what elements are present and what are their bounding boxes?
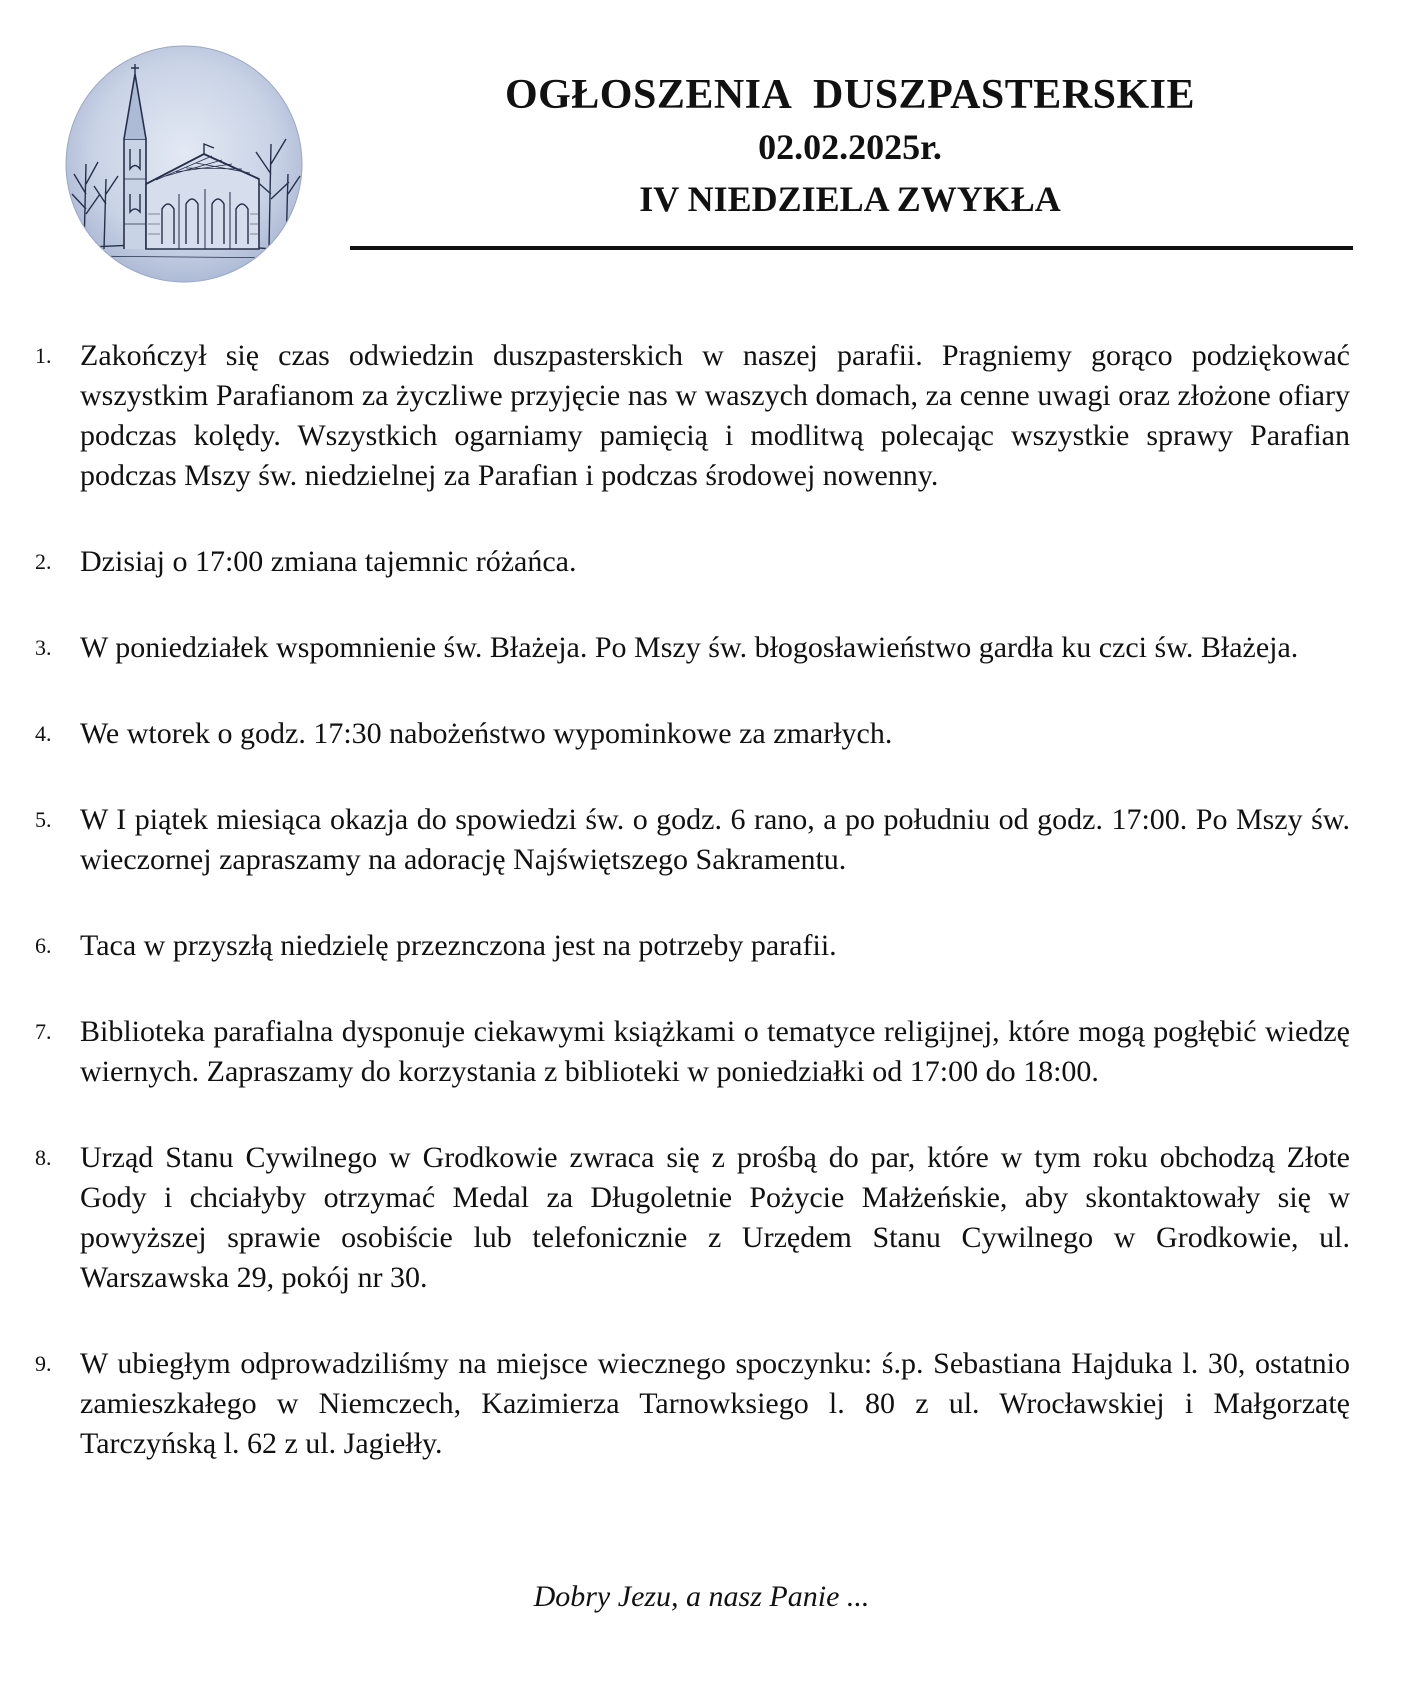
announcement-item xyxy=(28,800,1350,880)
announcement-date: 02.02.2025r. xyxy=(758,127,942,167)
announcement-item xyxy=(28,714,1350,754)
announcement-number: 4. xyxy=(35,721,52,746)
header-divider xyxy=(350,246,1353,250)
announcement-text: W poniedziałek wspomnienie św. Błażeja. Po Mszy św. błogosławieństwo gardła ku czci św. Błażeja. xyxy=(80,631,1299,664)
announcement-number: 8. xyxy=(35,1145,52,1170)
announcement-text: Dzisiaj o 17:00 zmiana tajemnic różańca. xyxy=(80,545,577,578)
announcement-number: 1. xyxy=(35,343,52,368)
announcements-list xyxy=(28,336,1350,1510)
announcement-text: Urząd Stanu Cywilnego w Grodkowie zwraca się z prośbą do par, które w tym roku obchodzą Złote Gody i chciałyby otrzymać Medal za Długoletnie Pożycie Małżeńskie, aby skontaktowały się w powyższej sprawie osobiście lub telefonicznie z Urzędem Stanu Cywilnego w Grodkowie, ul. Warszawska 29, pokój nr 30. xyxy=(80,1141,1350,1294)
announcement-item xyxy=(28,336,1350,496)
announcement-item xyxy=(28,542,1350,582)
announcement-number: 3. xyxy=(35,635,52,660)
announcement-text: W ubiegłym odprowadziliśmy na miejsce wiecznego spoczynku: ś.p. Sebastiana Hajduka l. 30, ostatnio zamieszkałego w Niemczech, Kazimierza Tarnowksiego l. 80 z ul. Wrocławskiej i Małgorzatę Tarczyńską l. 62 z ul. Jagiełły. xyxy=(80,1347,1350,1460)
announcement-item xyxy=(28,1344,1350,1464)
church-drawing-icon xyxy=(64,44,304,284)
announcement-text: Biblioteka parafialna dysponuje ciekawymi książkami o tematyce religijnej, które mogą pogłębić wiedzę wiernych. Zapraszamy do korzystania z biblioteki w poniedziałki od 17:00 do 18:00. xyxy=(80,1015,1350,1088)
announcement-number: 9. xyxy=(35,1351,52,1376)
announcement-number: 7. xyxy=(35,1019,52,1044)
announcement-item xyxy=(28,1138,1350,1298)
announcement-text: W I piątek miesiąca okazja do spowiedzi św. o godz. 6 rano, a po południu od godz. 17:00. Po Mszy św. wieczornej zapraszamy na adorację Najświętszego Sakramentu. xyxy=(80,803,1350,876)
announcement-item xyxy=(28,926,1350,966)
announcement-text: Zakończył się czas odwiedzin duszpasterskich w naszej parafii. Pragniemy gorąco podziękować wszystkim Parafianom za życzliwe przyjęcie nas w waszych domach, za cenne uwagi oraz złożone ofiary podczas kolędy. Wszystkich ogarniamy pamięcią i modlitwą polecając wszystkie sprawy Parafian podczas Mszy św. niedzielnej za Parafian i podczas środowej nowenny. xyxy=(80,339,1350,492)
announcement-number: 6. xyxy=(35,933,52,958)
announcement-item xyxy=(28,1012,1350,1092)
announcement-text: Taca w przyszłą niedzielę przeznczona jest na potrzeby parafii. xyxy=(80,929,837,962)
announcement-number: 2. xyxy=(35,549,52,574)
header xyxy=(350,70,1350,224)
closing-prayer: Dobry Jezu, a nasz Panie ... xyxy=(533,1580,870,1613)
announcement-text: We wtorek o godz. 17:30 nabożeństwo wypominkowe za zmarłych. xyxy=(80,717,893,750)
announcement-number: 5. xyxy=(35,807,52,832)
announcement-item xyxy=(28,628,1350,668)
page-title: OGŁOSZENIA DUSZPASTERSKIE xyxy=(504,72,1196,118)
liturgical-sunday: IV NIEDZIELA ZWYKŁA xyxy=(639,179,1061,219)
